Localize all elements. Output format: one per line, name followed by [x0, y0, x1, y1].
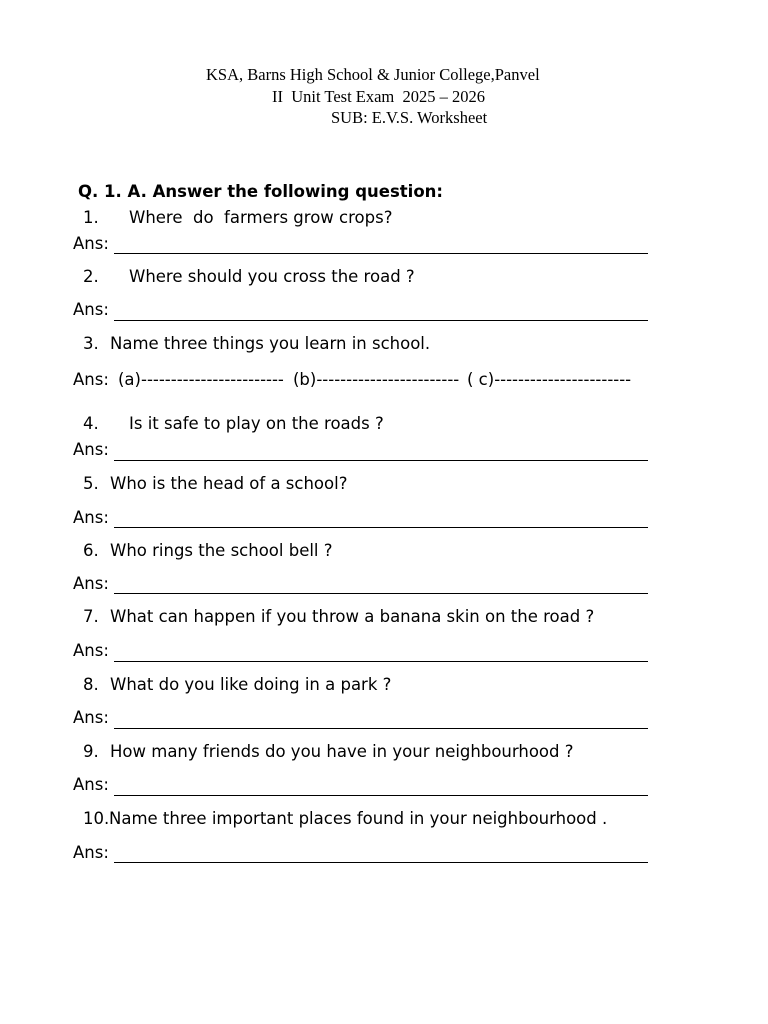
question-number: 2.	[83, 267, 99, 286]
answer-line[interactable]	[114, 728, 648, 729]
answer-label: Ans:	[73, 641, 109, 660]
answer-line[interactable]	[114, 862, 648, 863]
answer-label: Ans:	[73, 708, 109, 727]
question-text: What can happen if you throw a banana skin on the road ?	[110, 607, 595, 626]
question-number: 5.	[83, 474, 99, 493]
answer-label: Ans:	[73, 300, 109, 319]
answer-line[interactable]	[114, 527, 648, 528]
question-number: 1.	[83, 208, 99, 227]
answer-label: Ans:	[73, 843, 109, 862]
school-name: KSA, Barns High School & Junior College,Panvel	[206, 65, 540, 84]
question-number: 3.	[83, 334, 99, 353]
question-number: 6.	[83, 541, 99, 560]
section-heading: Q. 1. A. Answer the following question:	[78, 182, 443, 201]
answer-blank-b[interactable]: (b)------------------------	[293, 370, 460, 389]
question-text: Where do farmers grow crops?	[129, 208, 393, 227]
question-text: Who is the head of a school?	[110, 474, 348, 493]
answer-line[interactable]	[114, 320, 648, 321]
question-text: How many friends do you have in your neighbourhood ?	[110, 742, 574, 761]
question-text: Name three things you learn in school.	[110, 334, 431, 353]
exam-title: II Unit Test Exam 2025 – 2026	[272, 87, 486, 106]
question-text: Is it safe to play on the roads ?	[129, 414, 384, 433]
answer-label: Ans:	[73, 574, 109, 593]
question-text: Name three important places found in your neighbourhood .	[109, 809, 608, 828]
answer-line[interactable]	[114, 661, 648, 662]
answer-label: Ans:	[73, 775, 109, 794]
question-number: 4.	[83, 414, 99, 433]
answer-line[interactable]	[114, 253, 648, 254]
answer-blank-a[interactable]: (a)------------------------	[118, 370, 284, 389]
question-number: 9.	[83, 742, 99, 761]
answer-label: Ans:	[73, 370, 109, 389]
answer-label: Ans:	[73, 440, 109, 459]
answer-label: Ans:	[73, 234, 109, 253]
answer-line[interactable]	[114, 460, 648, 461]
answer-line[interactable]	[114, 593, 648, 594]
question-number: 8.	[83, 675, 99, 694]
answer-label: Ans:	[73, 508, 109, 527]
question-text: Where should you cross the road ?	[129, 267, 415, 286]
answer-blank-c[interactable]: ( c)-----------------------	[467, 370, 632, 389]
subject-title: SUB: E.V.S. Worksheet	[331, 108, 488, 127]
answer-line[interactable]	[114, 795, 648, 796]
question-text: Who rings the school bell ?	[110, 541, 333, 560]
question-number: 10.	[83, 809, 110, 828]
question-text: What do you like doing in a park ?	[110, 675, 392, 694]
question-number: 7.	[83, 607, 99, 626]
